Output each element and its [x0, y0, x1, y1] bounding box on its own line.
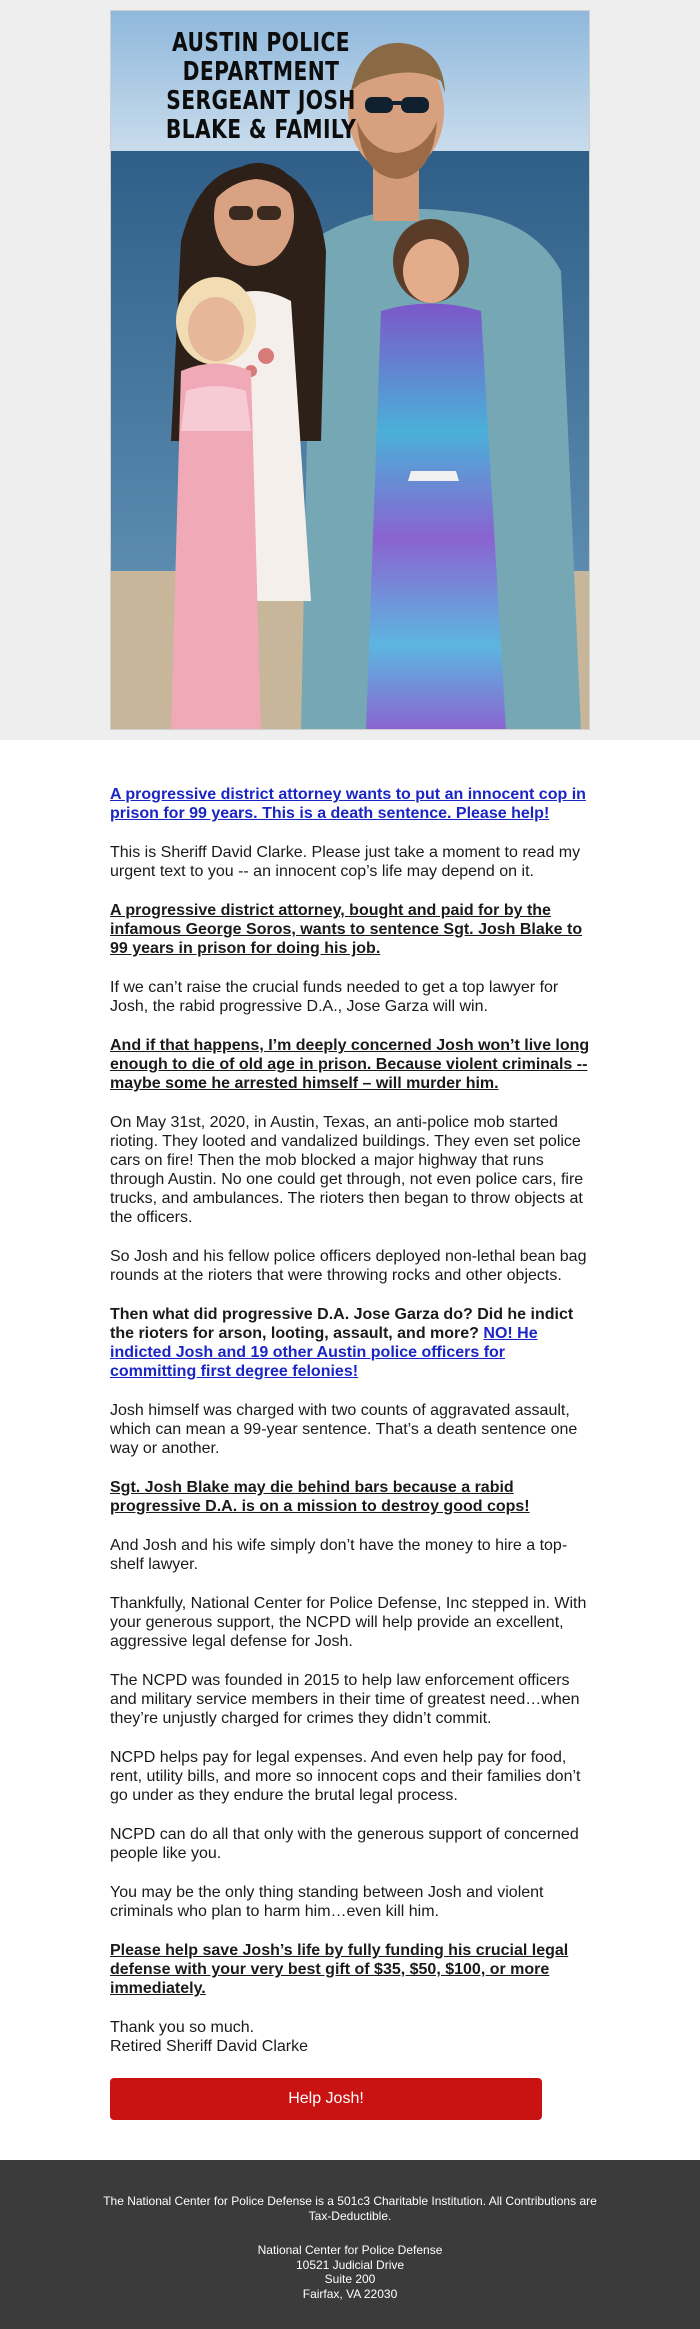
- help-josh-button[interactable]: Help Josh!: [110, 2078, 542, 2120]
- paragraph: So Josh and his fellow police officers deployed non-lethal bean bag rounds at the rioters that were throwing rocks and other objects.: [110, 1248, 587, 1284]
- paragraph: Thankfully, National Center for Police Defense, Inc stepped in. With your generous support, the NCPD will help provide an excellent, aggressive legal defense for Josh.: [110, 1595, 587, 1650]
- signature-line: Thank you so much.: [110, 2019, 255, 2036]
- paragraph-bold: Please help save Josh’s life by fully funding his crucial legal defense with your very best gift of $35, $50, $100, or more immediately.: [110, 1942, 569, 1997]
- hero-image: [110, 10, 590, 730]
- footer-suite: Suite 200: [324, 2272, 376, 2286]
- hero-title-line: DEPARTMENT: [182, 57, 340, 87]
- paragraph: NCPD can do all that only with the generous support of concerned people like you.: [110, 1826, 579, 1862]
- paragraph: If we can’t raise the crucial funds needed to get a top lawyer for Josh, the rabid progressive D.A., Jose Garza will win.: [110, 979, 559, 1015]
- intro-paragraph: This is Sheriff David Clarke. Please just take a moment to read my urgent text to you -- an innocent cop’s life may depend on it.: [110, 844, 581, 880]
- headline-link[interactable]: A progressive district attorney wants to put an innocent cop in prison for 99 years. This is a death sentence. Please help!: [110, 786, 586, 822]
- email-body: [110, 785, 590, 2056]
- paragraph: On May 31st, 2020, in Austin, Texas, an anti-police mob started rioting. They looted and vandalized buildings. They even set police cars on fire! Then the mob blocked a major highway that runs through Austin. No one could get through, not even police cars, fire trucks, and ambulances. The rioters then began to throw objects at the officers.: [110, 1114, 584, 1226]
- footer-org: National Center for Police Defense: [257, 2243, 443, 2257]
- paragraph-bold: A progressive district attorney, bought and paid for by the infamous George Soros, wants to sentence Sgt. Josh Blake to 99 years in prison for doing his job.: [110, 902, 583, 957]
- signature: [110, 2018, 590, 2056]
- paragraph: You may be the only thing standing between Josh and violent criminals who plan to harm him…even kill him.: [110, 1884, 544, 1920]
- hero-title: [144, 29, 378, 145]
- paragraph-bold: Sgt. Josh Blake may die behind bars because a rabid progressive D.A. is on a mission to destroy good cops!: [110, 1479, 530, 1515]
- footer-address: [150, 2243, 550, 2301]
- footer-disclaimer: The National Center for Police Defense is a 501c3 Charitable Institution. All Contributions are Tax-Deductible.: [103, 2194, 597, 2223]
- footer-city: Fairfax, VA 22030: [302, 2286, 398, 2301]
- hero-title-line: AUSTIN POLICE: [172, 28, 350, 58]
- hero-title-line: BLAKE & FAMILY: [165, 115, 357, 145]
- signature-name: Retired Sheriff David Clarke: [110, 2038, 309, 2055]
- footer-street: 10521 Judicial Drive: [295, 2257, 405, 2272]
- paragraph-bold: And if that happens, I’m deeply concerned Josh won’t live long enough to die of old age in prison. Because violent criminals -- maybe some he arrested himself – will murder him.: [110, 1037, 590, 1092]
- paragraph: And Josh and his wife simply don’t have the money to hire a top-shelf lawyer.: [110, 1537, 568, 1573]
- cta-wrapper: [110, 2078, 542, 2120]
- paragraph-text: Then what did progressive D.A. Jose Garza do? Did he indict the rioters for arson, looting, assault, and more?: [110, 1306, 574, 1342]
- paragraph: NCPD helps pay for legal expenses. And even help pay for food, rent, utility bills, and more so innocent cops and their families don’t go under as they endure the brutal legal process.: [110, 1749, 581, 1804]
- paragraph-bold-with-link: [110, 1305, 590, 1381]
- paragraph: Josh himself was charged with two counts of aggravated assault, which can mean a 99-year sentence. That’s a death sentence one way or another.: [110, 1402, 578, 1457]
- indictment-link[interactable]: NO! He indicted Josh and 19 other Austin police officers for committing first degree felonies!: [110, 1325, 538, 1380]
- paragraph: The NCPD was founded in 2015 to help law enforcement officers and military service members in their time of greatest need…when they’re unjustly charged for crimes they didn’t commit.: [110, 1672, 580, 1727]
- footer: [0, 2160, 700, 2329]
- hero-title-line: SERGEANT JOSH: [166, 86, 356, 116]
